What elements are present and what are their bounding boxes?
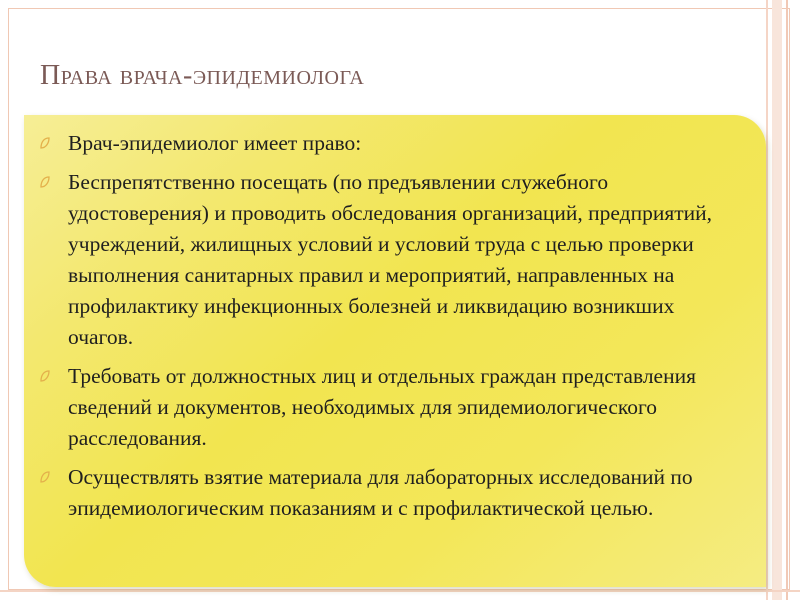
frame-stripe: [0, 590, 800, 592]
frame-stripe: [786, 0, 788, 600]
frame-stripe: [772, 0, 782, 600]
leaf-bullet-icon: [40, 175, 50, 187]
list-item: [40, 167, 740, 353]
frame-stripe: [766, 0, 768, 600]
list-item: [40, 462, 740, 524]
bullet-text: Требовать от должностных лиц и отдельных граждан представления сведений и документов, необходимых для эпидемиологического расследования.: [68, 364, 696, 450]
bullet-list: [40, 128, 740, 532]
bullet-text: Беспрепятственно посещать (по предъявлении служебного удостоверения) и проводить обследования организаций, предприятий, учреждений, жилищных условий и условий труда с целью проверки выполнения санитарных правил и мероприятий, направленных на профилактику инфекционных болезней и ликвидацию возникших очагов.: [68, 170, 713, 349]
leaf-bullet-icon: [40, 470, 50, 482]
slide-title: Права врача-эпидемиолога: [40, 60, 365, 91]
list-item: [40, 361, 740, 454]
bullet-text: Осуществлять взятие материала для лабораторных исследований по эпидемиологическим показаниям и с профилактической целью.: [68, 465, 693, 520]
bullet-text: Врач-эпидемиолог имеет право:: [68, 131, 362, 155]
leaf-bullet-icon: [40, 136, 50, 148]
list-item: [40, 128, 740, 159]
leaf-bullet-icon: [40, 369, 50, 381]
